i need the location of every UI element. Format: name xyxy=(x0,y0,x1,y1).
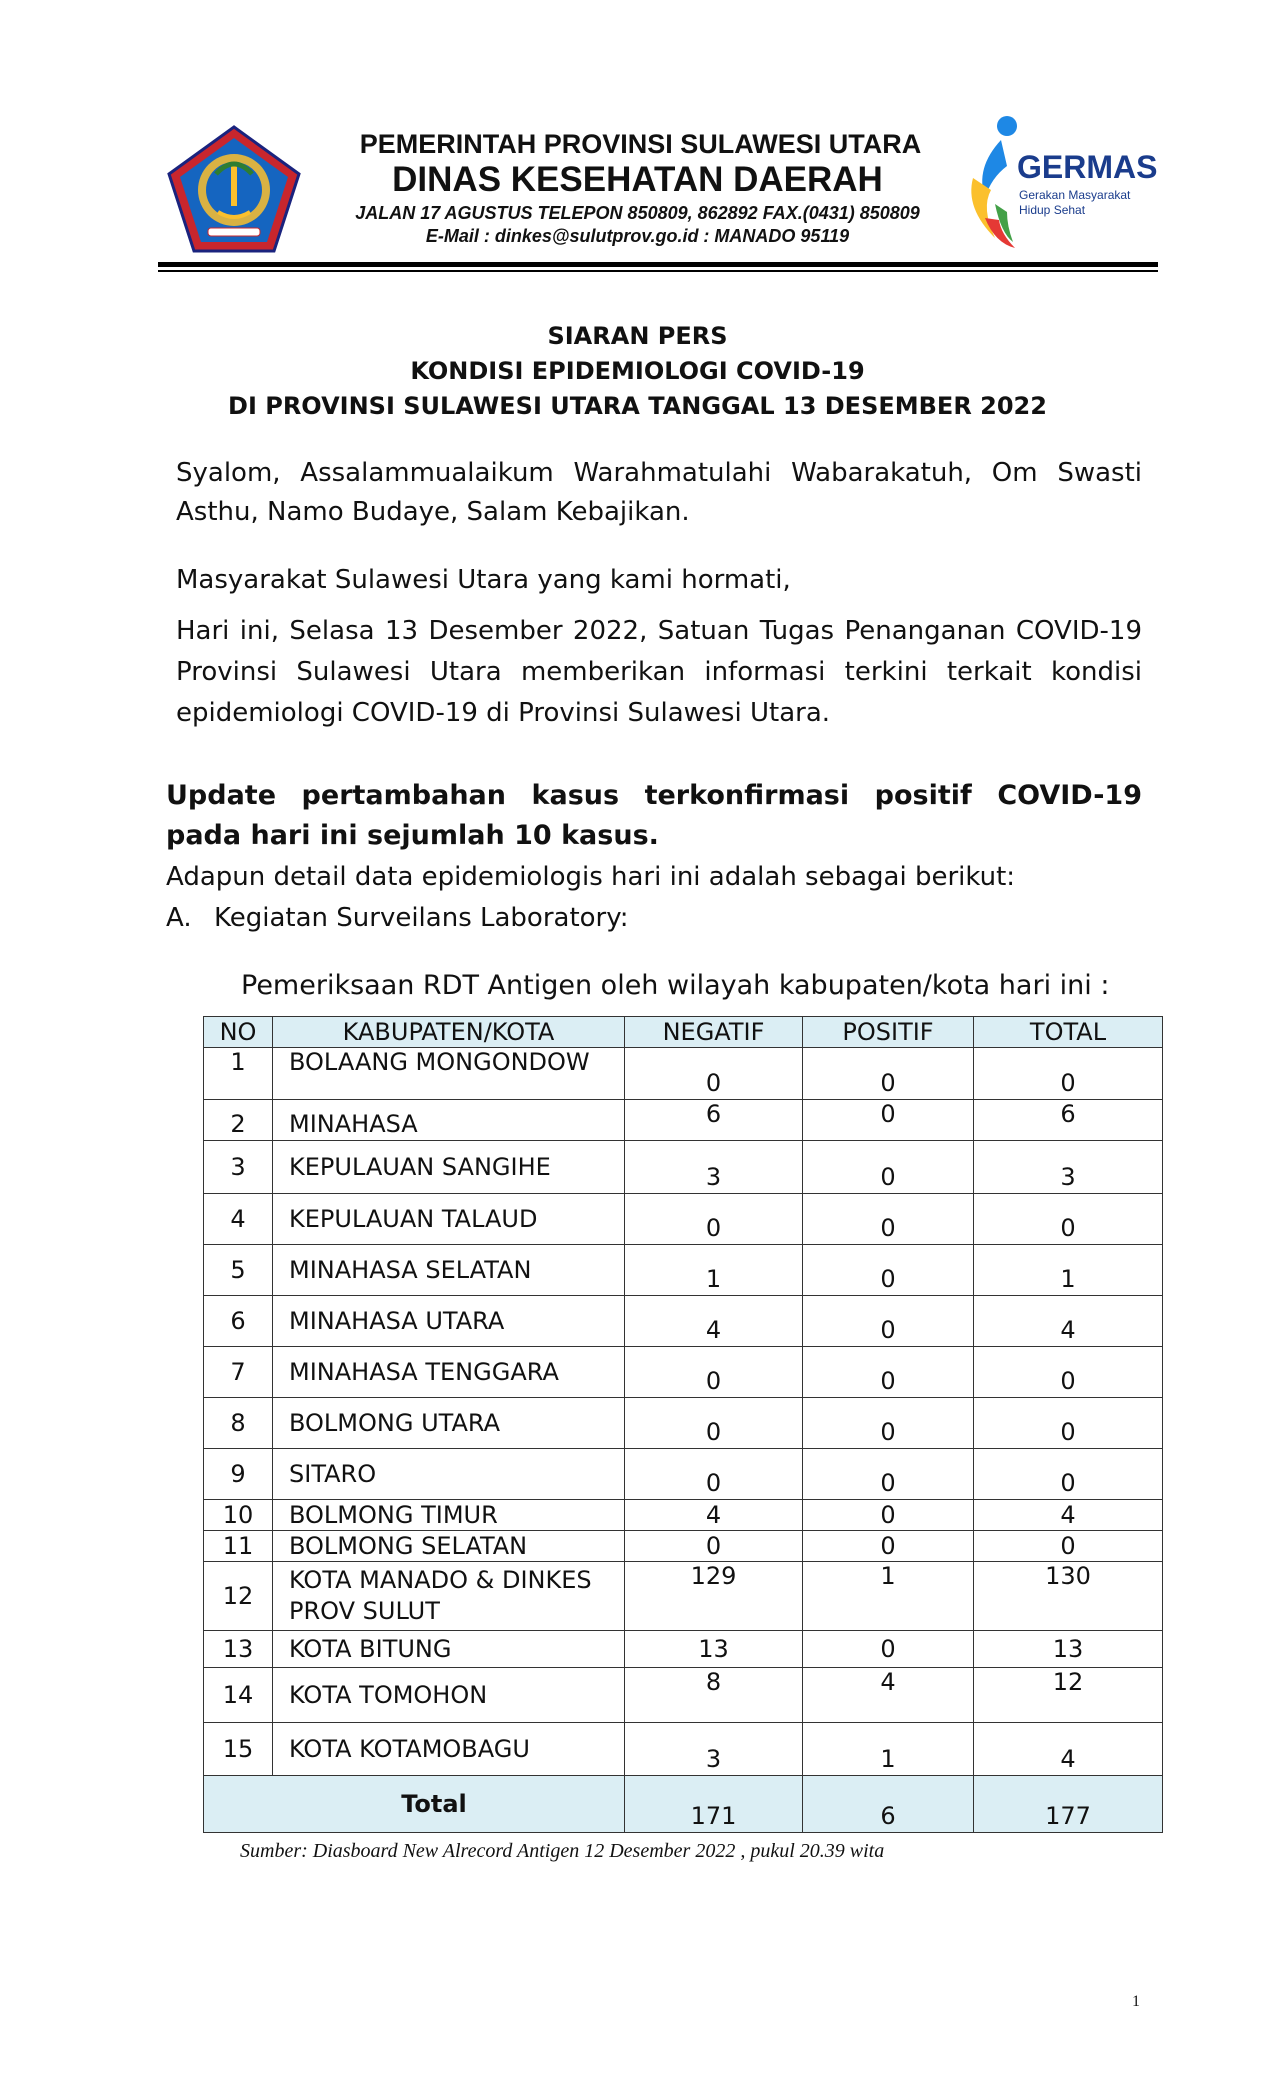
row-positif: 0 xyxy=(803,1141,974,1194)
row-name: MINAHASA TENGGARA xyxy=(273,1347,625,1398)
row-total: 0 xyxy=(974,1194,1163,1245)
row-negatif: 0 xyxy=(625,1449,803,1500)
greeting-paragraph: Syalom, Assalammualaikum Warahmatulahi Wabarakatuh, Om Swasti Asthu, Namo Budaye, Salam Kebajikan. xyxy=(176,458,1142,527)
row-positif: 0 xyxy=(803,1631,974,1668)
row-negatif: 0 xyxy=(625,1398,803,1449)
row-name: BOLMONG SELATAN xyxy=(273,1531,625,1562)
table-row xyxy=(204,1347,1163,1398)
header-kabupaten-kota: KABUPATEN/KOTA xyxy=(273,1017,625,1048)
letterhead-address: JALAN 17 AGUSTUS TELEPON 850809, 862892 FAX.(0431) 850809 xyxy=(355,203,920,223)
row-name: BOLMONG TIMUR xyxy=(273,1500,625,1531)
row-name: KEPULAUAN TALAUD xyxy=(273,1194,625,1245)
row-negatif: 129 xyxy=(625,1562,803,1631)
title-province-date: DI PROVINSI SULAWESI UTARA TANGGAL 13 DESEMBER 2022 xyxy=(228,392,1047,420)
table-row xyxy=(204,1141,1163,1194)
title-press-release: SIARAN PERS xyxy=(547,322,728,350)
table-row xyxy=(204,1631,1163,1668)
row-no: 1 xyxy=(204,1048,273,1100)
row-positif: 1 xyxy=(803,1723,974,1776)
row-total: 6 xyxy=(974,1100,1163,1141)
update-paragraph: Update pertambahan kasus terkonfirmasi positif COVID-19 pada hari ini sejumlah 10 kasus. xyxy=(166,780,1142,851)
row-negatif: 4 xyxy=(625,1296,803,1347)
row-no: 5 xyxy=(204,1245,273,1296)
row-negatif: 8 xyxy=(625,1668,803,1723)
row-no: 15 xyxy=(204,1723,273,1776)
table-row xyxy=(204,1449,1163,1500)
row-no: 2 xyxy=(204,1100,273,1141)
row-name: KOTA TOMOHON xyxy=(273,1668,625,1723)
page-number: 1 xyxy=(1132,1993,1140,2010)
table-row xyxy=(204,1500,1163,1531)
row-no: 8 xyxy=(204,1398,273,1449)
row-no: 11 xyxy=(204,1531,273,1562)
header-total: TOTAL xyxy=(974,1017,1163,1048)
row-total: 12 xyxy=(974,1668,1163,1723)
section-a-label: Kegiatan Surveilans Laboratory: xyxy=(214,903,629,933)
row-negatif: 3 xyxy=(625,1141,803,1194)
row-name: BOLMONG UTARA xyxy=(273,1398,625,1449)
header-negatif: NEGATIF xyxy=(625,1017,803,1048)
row-total: 3 xyxy=(974,1141,1163,1194)
row-name: SITARO xyxy=(273,1449,625,1500)
letterhead-rule-thin xyxy=(158,270,1158,272)
row-total: 0 xyxy=(974,1347,1163,1398)
row-no: 6 xyxy=(204,1296,273,1347)
row-no: 9 xyxy=(204,1449,273,1500)
title-condition: KONDISI EPIDEMIOLOGI COVID-19 xyxy=(410,357,865,385)
row-negatif: 1 xyxy=(625,1245,803,1296)
row-positif: 0 xyxy=(803,1347,974,1398)
row-total: 0 xyxy=(974,1449,1163,1500)
header-no: NO xyxy=(204,1017,273,1048)
total-total: 177 xyxy=(974,1776,1163,1833)
row-name: MINAHASA SELATAN xyxy=(273,1245,625,1296)
row-positif: 1 xyxy=(803,1562,974,1631)
table-row xyxy=(204,1048,1163,1100)
total-negatif: 171 xyxy=(625,1776,803,1833)
row-negatif: 6 xyxy=(625,1100,803,1141)
letterhead-agency: DINAS KESEHATAN DAERAH xyxy=(392,160,883,199)
row-name: KEPULAUAN SANGIHE xyxy=(273,1141,625,1194)
letterhead-government: PEMERINTAH PROVINSI SULAWESI UTARA xyxy=(359,129,922,159)
germas-tagline-2: Hidup Sehat xyxy=(1019,203,1086,217)
row-name: MINAHASA xyxy=(273,1100,625,1141)
table-caption: Pemeriksaan RDT Antigen oleh wilayah kabupaten/kota hari ini : xyxy=(241,970,1110,1001)
germas-tagline-1: Gerakan Masyarakat xyxy=(1019,188,1131,202)
row-total: 130 xyxy=(974,1562,1163,1631)
row-total: 0 xyxy=(974,1398,1163,1449)
row-total: 13 xyxy=(974,1631,1163,1668)
row-negatif: 4 xyxy=(625,1500,803,1531)
data-source-note: Sumber: Diasboard New Alrecord Antigen 12 Desember 2022 , pukul 20.39 wita xyxy=(240,1840,885,1862)
row-positif: 0 xyxy=(803,1296,974,1347)
row-negatif: 0 xyxy=(625,1048,803,1100)
table-row xyxy=(204,1668,1163,1723)
table-row xyxy=(204,1296,1163,1347)
table-row xyxy=(204,1531,1163,1562)
row-negatif: 0 xyxy=(625,1194,803,1245)
row-positif: 0 xyxy=(803,1194,974,1245)
row-no: 3 xyxy=(204,1141,273,1194)
row-name: KOTA MANADO & DINKES PROV SULUT xyxy=(273,1562,625,1631)
intro-paragraph: Hari ini, Selasa 13 Desember 2022, Satuan Tugas Penanganan COVID-19 Provinsi Sulawesi Utara memberikan informasi terkini terkait kondisi epidemiologi COVID-19 di Provinsi Sulawesi Utara. xyxy=(176,616,1142,728)
table-row xyxy=(204,1194,1163,1245)
table-total-row xyxy=(204,1776,1163,1833)
row-name: KOTA BITUNG xyxy=(273,1631,625,1668)
row-name: BOLAANG MONGONDOW xyxy=(273,1048,625,1100)
row-negatif: 3 xyxy=(625,1723,803,1776)
row-name: KOTA KOTAMOBAGU xyxy=(273,1723,625,1776)
table-row xyxy=(204,1100,1163,1141)
row-no: 13 xyxy=(204,1631,273,1668)
row-positif: 0 xyxy=(803,1245,974,1296)
germas-logo-icon xyxy=(955,108,1158,250)
row-positif: 0 xyxy=(803,1449,974,1500)
row-total: 0 xyxy=(974,1531,1163,1562)
letterhead-email: E-Mail : dinkes@sulutprov.go.id : MANADO 95119 xyxy=(425,226,850,246)
rdt-antigen-table xyxy=(203,1016,1163,1833)
row-negatif: 0 xyxy=(625,1531,803,1562)
row-no: 7 xyxy=(204,1347,273,1398)
germas-brand: GERMAS xyxy=(1017,149,1158,185)
table-row xyxy=(204,1562,1163,1631)
row-total: 4 xyxy=(974,1723,1163,1776)
row-total: 4 xyxy=(974,1296,1163,1347)
table-row xyxy=(204,1245,1163,1296)
total-positif: 6 xyxy=(803,1776,974,1833)
row-no: 14 xyxy=(204,1668,273,1723)
row-no: 4 xyxy=(204,1194,273,1245)
row-positif: 0 xyxy=(803,1398,974,1449)
row-positif: 0 xyxy=(803,1531,974,1562)
table-row xyxy=(204,1398,1163,1449)
row-no: 10 xyxy=(204,1500,273,1531)
row-positif: 0 xyxy=(803,1048,974,1100)
row-positif: 0 xyxy=(803,1100,974,1141)
salutation-paragraph: Masyarakat Sulawesi Utara yang kami hormati, xyxy=(176,565,791,595)
row-total: 4 xyxy=(974,1500,1163,1531)
table-header-row xyxy=(204,1017,1163,1048)
detail-intro: Adapun detail data epidemiologis hari ini adalah sebagai berikut: xyxy=(166,862,1016,892)
row-name: MINAHASA UTARA xyxy=(273,1296,625,1347)
row-negatif: 0 xyxy=(625,1347,803,1398)
row-positif: 4 xyxy=(803,1668,974,1723)
row-negatif: 13 xyxy=(625,1631,803,1668)
row-total: 1 xyxy=(974,1245,1163,1296)
header-positif: POSITIF xyxy=(803,1017,974,1048)
total-label: Total xyxy=(204,1776,625,1833)
row-positif: 0 xyxy=(803,1500,974,1531)
row-total: 0 xyxy=(974,1048,1163,1100)
section-a-letter: A. xyxy=(166,903,192,933)
row-no: 12 xyxy=(204,1562,273,1631)
table-row xyxy=(204,1723,1163,1776)
letterhead-rule-thick xyxy=(158,262,1158,267)
